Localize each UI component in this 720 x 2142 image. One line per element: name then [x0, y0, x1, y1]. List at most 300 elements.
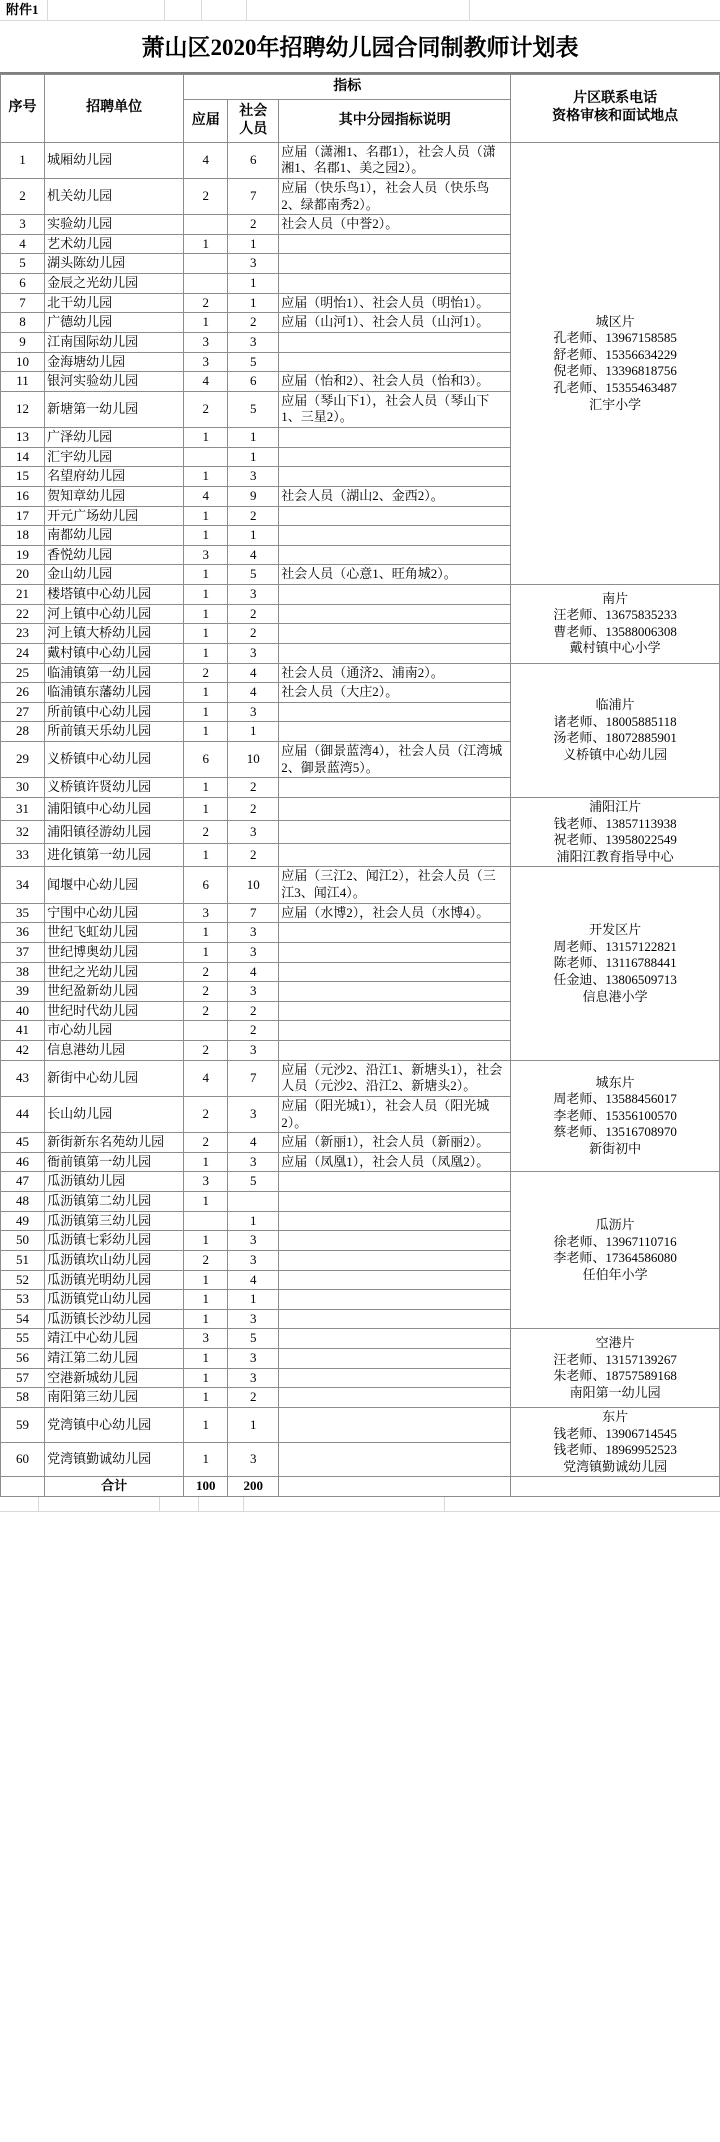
area-contact-line: 周老师、13157122821	[553, 938, 677, 954]
cell-fresh: 1	[184, 778, 228, 798]
recruitment-plan-table	[0, 74, 720, 1497]
cell-unit: 世纪之光幼儿园	[45, 962, 184, 982]
table-row	[1, 1407, 720, 1442]
cell-index: 19	[1, 545, 45, 565]
cell-note	[279, 352, 511, 372]
cell-social: 3	[228, 1041, 279, 1061]
attachment-empty-cells	[48, 0, 720, 20]
cell-index: 39	[1, 982, 45, 1002]
cell-fresh	[184, 274, 228, 294]
cell-area-contact	[511, 585, 720, 664]
total-area-cell	[511, 1477, 720, 1497]
cell-index: 56	[1, 1349, 45, 1369]
cell-fresh: 2	[184, 1096, 228, 1132]
total-index-cell	[1, 1477, 45, 1497]
area-contact-line: 钱老师、18969952523	[553, 1442, 677, 1458]
cell-fresh	[184, 215, 228, 235]
cell-unit: 义桥镇许贤幼儿园	[45, 778, 184, 798]
cell-social: 2	[228, 1021, 279, 1041]
cell-unit: 浦阳镇径游幼儿园	[45, 821, 184, 844]
cell-fresh	[184, 1021, 228, 1041]
cell-note: 应届（三江2、闻江2），社会人员（三江3、闻江4）。	[279, 867, 511, 903]
area-contact-line: 孔老师、13967158585	[553, 330, 677, 346]
cell-social: 5	[228, 565, 279, 585]
empty-cell	[199, 1497, 244, 1511]
cell-fresh: 4	[184, 486, 228, 506]
cell-fresh: 4	[184, 142, 228, 178]
cell-unit: 靖江第二幼儿园	[45, 1349, 184, 1369]
table-row	[1, 1172, 720, 1192]
empty-cell	[445, 1497, 720, 1511]
cell-unit: 义桥镇中心幼儿园	[45, 742, 184, 778]
cell-social: 2	[228, 1001, 279, 1021]
cell-index: 11	[1, 372, 45, 392]
cell-unit: 开元广场幼儿园	[45, 506, 184, 526]
cell-social: 7	[228, 903, 279, 923]
cell-index: 36	[1, 923, 45, 943]
cell-fresh: 1	[184, 702, 228, 722]
empty-cell	[244, 1497, 445, 1511]
total-note	[279, 1477, 511, 1497]
cell-index: 50	[1, 1231, 45, 1251]
cell-unit: 瓜沥镇第二幼儿园	[45, 1192, 184, 1212]
cell-index: 33	[1, 844, 45, 867]
cell-note	[279, 702, 511, 722]
cell-fresh: 3	[184, 332, 228, 352]
table-row	[1, 797, 720, 820]
cell-fresh: 6	[184, 867, 228, 903]
header-unit: 招聘单位	[45, 75, 184, 143]
area-contact-line: 汇宇小学	[589, 396, 642, 412]
cell-index: 27	[1, 702, 45, 722]
area-contact-line: 舒老师、15356634229	[553, 346, 677, 362]
cell-social: 2	[228, 313, 279, 333]
cell-unit: 闻堰中心幼儿园	[45, 867, 184, 903]
cell-note	[279, 1211, 511, 1231]
cell-unit: 所前镇中心幼儿园	[45, 702, 184, 722]
cell-social: 1	[228, 1211, 279, 1231]
area-title: 浦阳江片	[589, 798, 642, 814]
area-title: 城区片	[595, 313, 635, 329]
cell-unit: 瓜沥镇七彩幼儿园	[45, 1231, 184, 1251]
area-contact-line: 义桥镇中心幼儿园	[563, 746, 668, 762]
cell-fresh: 3	[184, 545, 228, 565]
area-contact-line: 祝老师、13958022549	[553, 832, 677, 848]
cell-unit: 湖头陈幼儿园	[45, 254, 184, 274]
area-contact-line: 钱老师、13857113938	[553, 815, 677, 831]
cell-fresh: 1	[184, 797, 228, 820]
cell-social: 3	[228, 1368, 279, 1388]
cell-social: 3	[228, 643, 279, 663]
cell-fresh: 1	[184, 1442, 228, 1477]
cell-fresh: 4	[184, 372, 228, 392]
cell-note	[279, 1001, 511, 1021]
cell-index: 43	[1, 1060, 45, 1096]
cell-unit: 金海塘幼儿园	[45, 352, 184, 372]
cell-social: 4	[228, 962, 279, 982]
area-contact-line: 孔老师、15355463487	[553, 380, 677, 396]
cell-social: 10	[228, 742, 279, 778]
empty-cell	[0, 1497, 39, 1511]
cell-index: 48	[1, 1192, 45, 1212]
cell-social: 3	[228, 942, 279, 962]
cell-index: 17	[1, 506, 45, 526]
cell-fresh: 2	[184, 178, 228, 214]
cell-social: 9	[228, 486, 279, 506]
cell-unit: 世纪博奥幼儿园	[45, 942, 184, 962]
cell-note	[279, 844, 511, 867]
cell-unit: 瓜沥镇长沙幼儿园	[45, 1309, 184, 1329]
cell-note	[279, 1388, 511, 1408]
cell-fresh: 2	[184, 1133, 228, 1153]
cell-area-contact	[511, 1172, 720, 1329]
cell-index: 45	[1, 1133, 45, 1153]
cell-index: 5	[1, 254, 45, 274]
cell-area-contact	[511, 663, 720, 797]
cell-fresh: 1	[184, 1152, 228, 1172]
cell-note	[279, 923, 511, 943]
cell-social: 1	[228, 1290, 279, 1310]
cell-fresh: 3	[184, 352, 228, 372]
cell-social: 10	[228, 867, 279, 903]
cell-note	[279, 585, 511, 605]
cell-unit: 广德幼儿园	[45, 313, 184, 333]
area-contact-line: 朱老师、18757589168	[553, 1368, 677, 1384]
cell-social: 3	[228, 1250, 279, 1270]
cell-unit: 北干幼儿园	[45, 293, 184, 313]
empty-cell	[247, 0, 470, 20]
cell-note: 应届（山河1）、社会人员（山河1）。	[279, 313, 511, 333]
cell-unit: 金辰之光幼儿园	[45, 274, 184, 294]
cell-unit: 新街新东名苑幼儿园	[45, 1133, 184, 1153]
cell-note: 社会人员（心意1、旺角城2）。	[279, 565, 511, 585]
cell-unit: 临浦镇第一幼儿园	[45, 663, 184, 683]
cell-fresh: 1	[184, 1309, 228, 1329]
empty-cell	[48, 0, 165, 20]
cell-note: 应届（御景蓝湾4），社会人员（江湾城2、御景蓝湾5）。	[279, 742, 511, 778]
cell-note	[279, 1021, 511, 1041]
cell-fresh: 2	[184, 821, 228, 844]
cell-index: 54	[1, 1309, 45, 1329]
cell-unit: 世纪盈新幼儿园	[45, 982, 184, 1002]
cell-note: 社会人员（通济2、浦南2）。	[279, 663, 511, 683]
cell-note	[279, 506, 511, 526]
cell-fresh	[184, 1211, 228, 1231]
cell-area-contact	[511, 797, 720, 867]
cell-fresh: 6	[184, 742, 228, 778]
cell-social	[228, 1192, 279, 1212]
total-fresh: 100	[184, 1477, 228, 1497]
cell-social: 3	[228, 585, 279, 605]
cell-unit: 世纪飞虹幼儿园	[45, 923, 184, 943]
cell-fresh: 1	[184, 923, 228, 943]
cell-index: 49	[1, 1211, 45, 1231]
cell-social: 4	[228, 663, 279, 683]
cell-fresh: 1	[184, 624, 228, 644]
cell-social: 1	[228, 447, 279, 467]
area-title: 瓜沥片	[595, 1217, 635, 1233]
area-contact-line: 蔡老师、13516708970	[553, 1124, 677, 1140]
cell-unit: 贺知章幼儿园	[45, 486, 184, 506]
cell-fresh: 4	[184, 1060, 228, 1096]
table-row	[1, 663, 720, 683]
cell-index: 3	[1, 215, 45, 235]
cell-note	[279, 1368, 511, 1388]
cell-index: 47	[1, 1172, 45, 1192]
cell-unit: 金山幼儿园	[45, 565, 184, 585]
cell-social: 2	[228, 778, 279, 798]
cell-fresh: 1	[184, 234, 228, 254]
cell-index: 31	[1, 797, 45, 820]
cell-unit: 楼塔镇中心幼儿园	[45, 585, 184, 605]
area-contact-line: 诸老师、18005885118	[553, 713, 677, 729]
cell-index: 55	[1, 1329, 45, 1349]
cell-fresh: 2	[184, 391, 228, 427]
cell-note	[279, 962, 511, 982]
cell-social: 2	[228, 215, 279, 235]
cell-unit: 瓜沥镇党山幼儿园	[45, 1290, 184, 1310]
cell-index: 22	[1, 604, 45, 624]
cell-fresh: 3	[184, 1329, 228, 1349]
cell-fresh: 1	[184, 585, 228, 605]
table-row	[1, 585, 720, 605]
cell-index: 29	[1, 742, 45, 778]
cell-unit: 所前镇天乐幼儿园	[45, 722, 184, 742]
table-row	[1, 1329, 720, 1349]
cell-note	[279, 1329, 511, 1349]
cell-unit: 河上镇中心幼儿园	[45, 604, 184, 624]
cell-note	[279, 1172, 511, 1192]
cell-note: 应届（凤凰1），社会人员（凤凰2）。	[279, 1152, 511, 1172]
cell-fresh: 1	[184, 1349, 228, 1369]
area-title: 东片	[602, 1408, 629, 1424]
cell-note: 应届（新丽1），社会人员（新丽2）。	[279, 1133, 511, 1153]
cell-note	[279, 624, 511, 644]
cell-note	[279, 447, 511, 467]
cell-note: 应届（琴山下1），社会人员（琴山下1、三星2）。	[279, 391, 511, 427]
cell-fresh: 2	[184, 293, 228, 313]
cell-unit: 银河实验幼儿园	[45, 372, 184, 392]
area-contact-line: 任伯年小学	[582, 1267, 648, 1283]
cell-fresh	[184, 254, 228, 274]
cell-fresh: 1	[184, 467, 228, 487]
cell-area-contact	[511, 142, 720, 584]
cell-index: 34	[1, 867, 45, 903]
cell-note	[279, 797, 511, 820]
cell-unit: 河上镇大桥幼儿园	[45, 624, 184, 644]
area-contact-line: 倪老师、13396818756	[553, 363, 677, 379]
cell-index: 24	[1, 643, 45, 663]
area-contact-line: 戴村镇中心小学	[569, 640, 661, 656]
table-row	[1, 1060, 720, 1096]
cell-social: 1	[228, 722, 279, 742]
cell-unit: 实验幼儿园	[45, 215, 184, 235]
header-social-line2: 人员	[239, 121, 268, 137]
cell-unit: 宁围中心幼儿园	[45, 903, 184, 923]
cell-note	[279, 643, 511, 663]
area-contact-line: 钱老师、13906714545	[553, 1425, 677, 1441]
header-social-line1: 社会	[239, 103, 268, 119]
attachment-row	[0, 0, 720, 21]
cell-fresh: 1	[184, 1368, 228, 1388]
cell-index: 14	[1, 447, 45, 467]
cell-fresh	[184, 447, 228, 467]
cell-fresh: 1	[184, 1270, 228, 1290]
cell-unit: 市心幼儿园	[45, 1021, 184, 1041]
cell-fresh: 1	[184, 526, 228, 546]
empty-cell	[202, 0, 247, 20]
cell-social: 3	[228, 821, 279, 844]
cell-fresh: 3	[184, 1172, 228, 1192]
table-row	[1, 142, 720, 178]
cell-unit: 空港新城幼儿园	[45, 1368, 184, 1388]
cell-social: 1	[228, 526, 279, 546]
cell-index: 13	[1, 428, 45, 448]
cell-fresh: 1	[184, 604, 228, 624]
cell-note	[279, 604, 511, 624]
cell-social: 2	[228, 506, 279, 526]
cell-social: 3	[228, 702, 279, 722]
cell-index: 8	[1, 313, 45, 333]
area-contact-line: 新街初中	[589, 1141, 642, 1157]
cell-unit: 瓜沥镇光明幼儿园	[45, 1270, 184, 1290]
cell-social: 3	[228, 1309, 279, 1329]
cell-index: 2	[1, 178, 45, 214]
cell-social: 3	[228, 1231, 279, 1251]
cell-unit: 瓜沥镇第三幼儿园	[45, 1211, 184, 1231]
header-area-contact	[511, 75, 720, 143]
cell-social: 5	[228, 1329, 279, 1349]
cell-index: 4	[1, 234, 45, 254]
header-branch-note: 其中分园指标说明	[279, 99, 511, 142]
header-fresh-graduates: 应届	[184, 99, 228, 142]
table-header	[1, 75, 720, 143]
empty-cell	[39, 1497, 160, 1511]
total-row	[1, 1477, 720, 1497]
cell-unit: 南阳第三幼儿园	[45, 1388, 184, 1408]
cell-note	[279, 942, 511, 962]
cell-unit: 党湾镇中心幼儿园	[45, 1407, 184, 1442]
cell-note: 应届（阳光城1），社会人员（阳光城2）。	[279, 1096, 511, 1132]
cell-unit: 瓜沥镇幼儿园	[45, 1172, 184, 1192]
cell-unit: 衙前镇第一幼儿园	[45, 1152, 184, 1172]
area-contact-line: 李老师、17364586080	[553, 1250, 677, 1266]
cell-social: 1	[228, 234, 279, 254]
area-contact-line: 徐老师、13967110716	[553, 1233, 677, 1249]
cell-index: 38	[1, 962, 45, 982]
total-social: 200	[228, 1477, 279, 1497]
cell-social: 6	[228, 142, 279, 178]
cell-unit: 新街中心幼儿园	[45, 1060, 184, 1096]
cell-index: 52	[1, 1270, 45, 1290]
cell-index: 30	[1, 778, 45, 798]
cell-unit: 靖江中心幼儿园	[45, 1329, 184, 1349]
area-contact-line: 汪老师、13675835233	[553, 607, 677, 623]
empty-cell	[165, 0, 202, 20]
cell-index: 28	[1, 722, 45, 742]
cell-fresh: 1	[184, 565, 228, 585]
header-social-personnel	[228, 99, 279, 142]
area-contact-line: 陈老师、13116788441	[553, 955, 677, 971]
cell-social: 6	[228, 372, 279, 392]
cell-index: 44	[1, 1096, 45, 1132]
cell-social: 2	[228, 844, 279, 867]
cell-area-contact	[511, 867, 720, 1060]
cell-social: 7	[228, 1060, 279, 1096]
cell-index: 42	[1, 1041, 45, 1061]
cell-fresh: 2	[184, 1001, 228, 1021]
cell-unit: 瓜沥镇坎山幼儿园	[45, 1250, 184, 1270]
cell-index: 16	[1, 486, 45, 506]
total-label: 合计	[45, 1477, 184, 1497]
cell-social: 2	[228, 1388, 279, 1408]
cell-social: 3	[228, 1442, 279, 1477]
cell-index: 32	[1, 821, 45, 844]
cell-unit: 汇宇幼儿园	[45, 447, 184, 467]
cell-index: 53	[1, 1290, 45, 1310]
cell-index: 15	[1, 467, 45, 487]
cell-note	[279, 526, 511, 546]
cell-unit: 艺术幼儿园	[45, 234, 184, 254]
cell-index: 18	[1, 526, 45, 546]
cell-fresh: 2	[184, 663, 228, 683]
cell-fresh: 2	[184, 1250, 228, 1270]
cell-note: 应届（水博2），社会人员（水博4）。	[279, 903, 511, 923]
cell-note	[279, 332, 511, 352]
cell-index: 21	[1, 585, 45, 605]
cell-social: 4	[228, 1270, 279, 1290]
attachment-label: 附件1	[0, 0, 48, 20]
cell-unit: 戴村镇中心幼儿园	[45, 643, 184, 663]
cell-unit: 临浦镇东藩幼儿园	[45, 683, 184, 703]
cell-fresh: 1	[184, 428, 228, 448]
table-row	[1, 867, 720, 903]
cell-social: 5	[228, 352, 279, 372]
cell-unit: 新塘第一幼儿园	[45, 391, 184, 427]
cell-fresh: 2	[184, 1041, 228, 1061]
cell-fresh: 1	[184, 683, 228, 703]
cell-index: 59	[1, 1407, 45, 1442]
cell-note	[279, 254, 511, 274]
cell-index: 57	[1, 1368, 45, 1388]
header-index: 序号	[1, 75, 45, 143]
cell-index: 51	[1, 1250, 45, 1270]
cell-fresh: 1	[184, 844, 228, 867]
cell-social: 3	[228, 982, 279, 1002]
cell-note	[279, 1231, 511, 1251]
cell-area-contact	[511, 1060, 720, 1172]
cell-note	[279, 821, 511, 844]
area-contact-line: 周老师、13588456017	[553, 1091, 677, 1107]
cell-fresh: 1	[184, 1290, 228, 1310]
cell-fresh: 2	[184, 962, 228, 982]
cell-index: 20	[1, 565, 45, 585]
title-band	[0, 21, 720, 74]
cell-unit: 浦阳镇中心幼儿园	[45, 797, 184, 820]
cell-unit: 党湾镇勤诚幼儿园	[45, 1442, 184, 1477]
cell-unit: 名望府幼儿园	[45, 467, 184, 487]
cell-note: 社会人员（大庄2）。	[279, 683, 511, 703]
cell-unit: 江南国际幼儿园	[45, 332, 184, 352]
cell-note: 应届（怡和2）、社会人员（怡和3）。	[279, 372, 511, 392]
cell-note	[279, 1192, 511, 1212]
cell-social: 5	[228, 1172, 279, 1192]
area-contact-line: 汪老师、13157139267	[553, 1351, 677, 1367]
cell-social: 3	[228, 467, 279, 487]
area-title: 空港片	[595, 1334, 635, 1350]
empty-cell	[160, 1497, 199, 1511]
cell-fresh: 2	[184, 982, 228, 1002]
